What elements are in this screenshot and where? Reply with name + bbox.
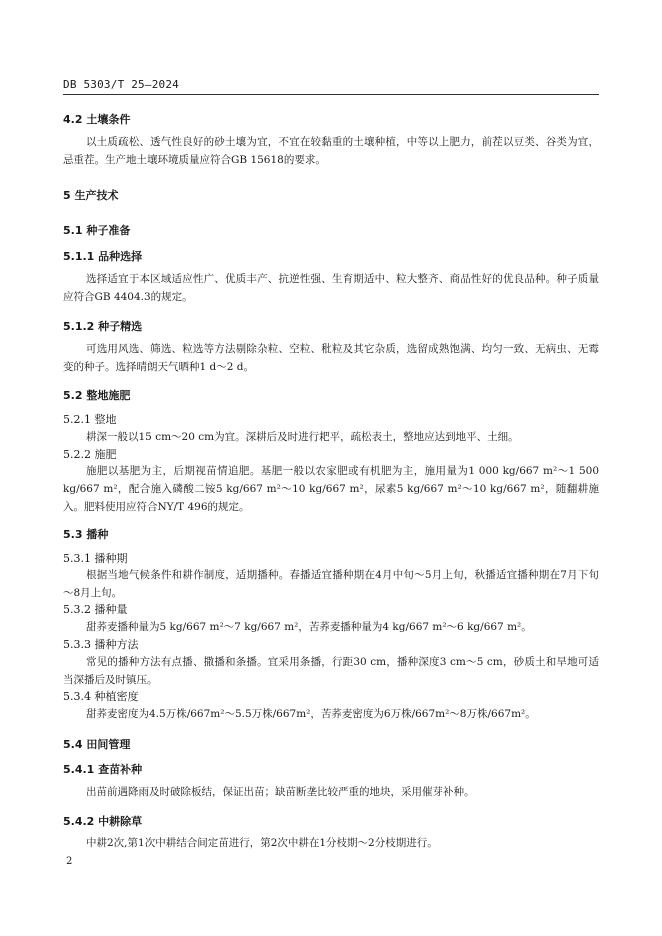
section-heading-5-4: 5.4 田间管理 — [63, 738, 131, 751]
section-heading-5-4-1: 5.4.1 查苗补种 — [63, 763, 143, 776]
section-heading-5-1: 5.1 种子准备 — [63, 224, 131, 237]
section-text-5-1-2: 可选用风选、筛选、粒选等方法剔除杂粒、空粒、秕粒及其它杂质，选留成熟饱满、均匀一致、无病虫、无霉变的种子。选择晴朗天气晒种1 d～2 d。 — [63, 343, 599, 373]
section-heading-5-3-4: 5.3.4 种植密度 — [63, 690, 139, 703]
section-heading-5-2-1: 5.2.1 整地 — [63, 413, 117, 426]
section-heading-5-2: 5.2 整地施肥 — [63, 389, 131, 402]
section-heading-5: 5 生产技术 — [63, 189, 119, 202]
document-number: DB 5303/T 25—2024 — [63, 78, 179, 91]
section-text-5-2-2: 施肥以基肥为主，后期视苗情追肥。基肥一般以农家肥或有机肥为主，施用量为1 000 kg/667 m²～1 500 kg/667 m²，配合施入磷酸二铵5 kg/667 m²～10 kg/667 m²，尿素5 kg/667 m²～10 kg/667 m²，随翻耕施入。肥料使用应符合NY/T 496的规定。 — [63, 465, 599, 513]
section-text-5-2-1: 耕深一般以15 cm～20 cm为宜。深耕后及时进行耙平，疏松表土，整地应达到地平、土细。 — [86, 431, 519, 443]
section-heading-5-1-1: 5.1.1 品种选择 — [63, 250, 143, 263]
section-heading-5-1-2: 5.1.2 种子精选 — [63, 320, 143, 333]
section-text-5-3-3: 常见的播种方法有点播、撒播和条播。宜采用条播，行距30 cm，播种深度3 cm～5 cm，砂质土和旱地可适当深播后及时镇压。 — [63, 656, 599, 686]
section-text-5-4-1: 出苗前遇降雨及时破除板结，保证出苗；缺苗断垄比较严重的地块，采用催芽补种。 — [86, 786, 475, 798]
section-heading-5-2-2: 5.2.2 施肥 — [63, 448, 117, 461]
section-text-5-3-4: 甜荞麦密度为4.5万株/667m²～5.5万株/667m²，苦荞麦密度为6万株/667m²～8万株/667m²。 — [86, 708, 536, 720]
section-heading-5-3-1: 5.3.1 播种期 — [63, 552, 128, 565]
section-text-5-4-2: 中耕2次,第1次中耕结合间定苗进行，第2次中耕在1分枝期～2分枝期进行。 — [86, 837, 438, 849]
section-text-5-3-1: 根据当地气候条件和耕作制度，适期播种。春播适宜播种期在4月中旬～5月上旬，秋播适宜播种期在7月下旬～8月上旬。 — [63, 569, 599, 599]
header-rule — [63, 94, 599, 95]
section-heading-4-2: 4.2 土壤条件 — [63, 113, 131, 126]
page-number: 2 — [66, 856, 73, 867]
section-text-4-2: 以土质疏松、透气性良好的砂土壤为宜，不宜在较黏重的土壤种植，中等以上肥力，前茬以豆类、谷类为宜，忌重茬。生产地土壤环境质量应符合GB 15618的要求。 — [63, 136, 599, 166]
section-heading-5-3-3: 5.3.3 播种方法 — [63, 638, 139, 651]
section-heading-5-3: 5.3 播种 — [63, 528, 109, 541]
section-heading-5-3-2: 5.3.2 播种量 — [63, 603, 128, 616]
section-heading-5-4-2: 5.4.2 中耕除草 — [63, 815, 143, 828]
section-text-5-1-1: 选择适宜于本区域适应性广、优质丰产、抗逆性强、生育期适中、粒大整齐、商品性好的优良品种。种子质量应符合GB 4404.3的规定。 — [63, 273, 599, 303]
section-text-5-3-2: 甜荞麦播种量为5 kg/667 m²～7 kg/667 m²，苦荞麦播种量为4 kg/667 m²～6 kg/667 m²。 — [86, 621, 532, 633]
